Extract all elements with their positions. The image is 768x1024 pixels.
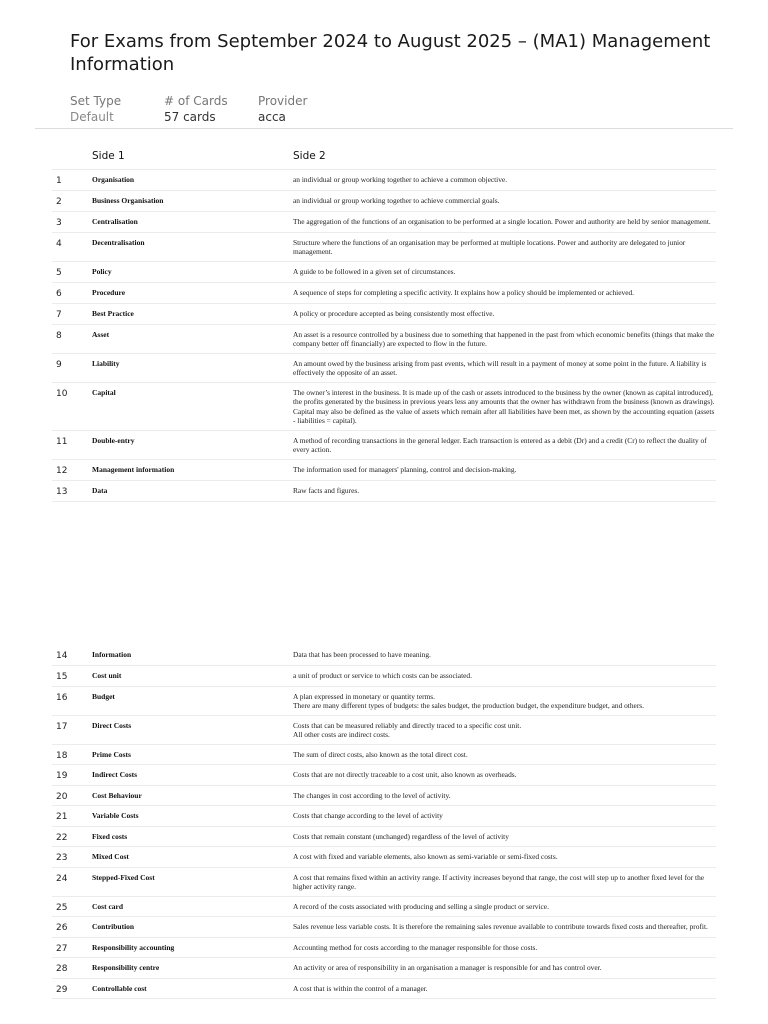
card-number: 10 bbox=[52, 382, 92, 430]
table-row bbox=[52, 169, 716, 190]
card-number: 20 bbox=[52, 785, 92, 806]
card-number: 3 bbox=[52, 211, 92, 232]
card-number: 18 bbox=[52, 744, 92, 765]
card-definition: A record of the costs associated with producing and selling a single product or service. bbox=[293, 896, 716, 917]
card-definition: The owner’s interest in the business. It is made up of the cash or assets introduced to the business by the owner (known as capital introduced), the profits generated by the business in previous years less any amounts that the owner has withdrawn from the business (known as drawings). Capital may also be defined as the value of assets which remain after all liabilities have been met, as shown by the accounting equation (assets - liabilities = capital). bbox=[293, 382, 716, 430]
meta-label: # of Cards bbox=[164, 94, 228, 108]
card-number: 23 bbox=[52, 847, 92, 868]
card-definition: Structure where the functions of an organisation may be performed at multiple locations. Power and authority are delegated to junior management. bbox=[293, 232, 716, 261]
card-definition: A plan expressed in monetary or quantity terms. There are many different types of budgets: the sales budget, the production budget, the expenditure budget, and others. bbox=[293, 686, 716, 715]
card-definition: Data that has been processed to have meaning. bbox=[293, 645, 716, 666]
card-term: Cost unit bbox=[92, 666, 293, 687]
column-header-side2: Side 2 bbox=[293, 142, 716, 169]
card-number: 22 bbox=[52, 826, 92, 847]
card-number: 29 bbox=[52, 978, 92, 999]
table-row bbox=[52, 958, 716, 979]
card-definition: The changes in cost according to the level of activity. bbox=[293, 785, 716, 806]
card-term: Stepped-Fixed Cost bbox=[92, 867, 293, 896]
card-term: Responsibility accounting bbox=[92, 937, 293, 958]
card-term: Mixed Cost bbox=[92, 847, 293, 868]
card-number: 1 bbox=[52, 169, 92, 190]
table-row bbox=[52, 806, 716, 827]
table-header-row bbox=[52, 142, 716, 169]
table-row bbox=[52, 896, 716, 917]
table-row bbox=[52, 847, 716, 868]
table-row bbox=[52, 232, 716, 261]
table-row bbox=[52, 937, 716, 958]
card-definition: The information used for managers' planning, control and decision-making. bbox=[293, 459, 716, 480]
card-term: Variable Costs bbox=[92, 806, 293, 827]
card-definition: an individual or group working together to achieve a common objective. bbox=[293, 169, 716, 190]
table-row bbox=[52, 715, 716, 744]
card-definition: A sequence of steps for completing a specific activity. It explains how a policy should be implemented or achieved. bbox=[293, 282, 716, 303]
meta-set-type bbox=[70, 94, 164, 125]
card-definition: An activity or area of responsibility in an organisation a manager is responsible for and has control over. bbox=[293, 958, 716, 979]
card-number: 15 bbox=[52, 666, 92, 687]
table-row bbox=[52, 211, 716, 232]
card-number: 13 bbox=[52, 480, 92, 501]
card-term: Indirect Costs bbox=[92, 765, 293, 786]
card-term: Prime Costs bbox=[92, 744, 293, 765]
flashcard-table-body bbox=[52, 169, 716, 501]
card-definition: a unit of product or service to which costs can be associated. bbox=[293, 666, 716, 687]
flashcard-table-continued bbox=[52, 645, 716, 999]
card-term: Cost card bbox=[92, 896, 293, 917]
card-definition: Costs that change according to the level of activity bbox=[293, 806, 716, 827]
card-definition: Sales revenue less variable costs. It is therefore the remaining sales revenue available to contribute towards fixed costs and thereafter, profit. bbox=[293, 917, 716, 938]
meta-value: 57 cards bbox=[164, 110, 216, 124]
card-definition: A policy or procedure accepted as being consistently most effective. bbox=[293, 303, 716, 324]
card-number: 9 bbox=[52, 353, 92, 382]
table-row bbox=[52, 765, 716, 786]
card-number: 19 bbox=[52, 765, 92, 786]
card-term: Double-entry bbox=[92, 430, 293, 459]
card-definition: The sum of direct costs, also known as the total direct cost. bbox=[293, 744, 716, 765]
card-term: Centralisation bbox=[92, 211, 293, 232]
card-term: Capital bbox=[92, 382, 293, 430]
table-row bbox=[52, 666, 716, 687]
table-row bbox=[52, 785, 716, 806]
card-number: 14 bbox=[52, 645, 92, 666]
card-definition: A cost that remains fixed within an activity range. If activity increases beyond that range, the cost will step up to another fixed level for the higher activity range. bbox=[293, 867, 716, 896]
table-row bbox=[52, 282, 716, 303]
table-row bbox=[52, 867, 716, 896]
card-number: 28 bbox=[52, 958, 92, 979]
meta-label: Set Type bbox=[70, 94, 122, 108]
table-row bbox=[52, 382, 716, 430]
card-definition: The aggregation of the functions of an organisation to be performed at a single location. Power and authority are held by senior management. bbox=[293, 211, 716, 232]
card-definition: An asset is a resource controlled by a business due to something that happened in the past from which economic benefits (things that make the company better off financially) are expected to flow in the future. bbox=[293, 324, 716, 353]
table-row bbox=[52, 459, 716, 480]
meta-provider bbox=[258, 94, 378, 125]
card-term: Best Practice bbox=[92, 303, 293, 324]
set-meta bbox=[70, 94, 730, 125]
card-definition: Accounting method for costs according to the manager responsible for those costs. bbox=[293, 937, 716, 958]
table-row bbox=[52, 917, 716, 938]
card-term: Liability bbox=[92, 353, 293, 382]
card-term: Business Organisation bbox=[92, 190, 293, 211]
column-header-side1: Side 1 bbox=[92, 142, 293, 169]
card-number: 4 bbox=[52, 232, 92, 261]
meta-value: acca bbox=[258, 110, 286, 124]
card-number: 25 bbox=[52, 896, 92, 917]
card-definition: Costs that remain constant (unchanged) regardless of the level of activity bbox=[293, 826, 716, 847]
table-row bbox=[52, 826, 716, 847]
flashcard-table bbox=[52, 142, 716, 502]
table-row bbox=[52, 978, 716, 999]
card-term: Responsibility centre bbox=[92, 958, 293, 979]
card-term: Management information bbox=[92, 459, 293, 480]
table-row bbox=[52, 645, 716, 666]
card-number: 12 bbox=[52, 459, 92, 480]
card-term: Information bbox=[92, 645, 293, 666]
page-title: For Exams from September 2024 to August 2025 – (MA1) Management Information bbox=[70, 31, 711, 75]
table-row bbox=[52, 480, 716, 501]
card-number: 11 bbox=[52, 430, 92, 459]
card-number: 8 bbox=[52, 324, 92, 353]
table-row bbox=[52, 324, 716, 353]
card-definition: A cost that is within the control of a manager. bbox=[293, 978, 716, 999]
card-definition: An amount owed by the business arising from past events, which will result in a payment of money at some point in the future. A liability is effectively the opposite of an asset. bbox=[293, 353, 716, 382]
meta-card-count bbox=[164, 94, 258, 125]
card-term: Asset bbox=[92, 324, 293, 353]
card-number: 7 bbox=[52, 303, 92, 324]
card-number: 27 bbox=[52, 937, 92, 958]
set-header bbox=[70, 30, 730, 125]
table-row bbox=[52, 303, 716, 324]
card-definition: A cost with fixed and variable elements, also known as semi-variable or semi-fixed costs. bbox=[293, 847, 716, 868]
meta-value: Default bbox=[70, 110, 114, 124]
card-term: Policy bbox=[92, 261, 293, 282]
header-divider bbox=[35, 128, 733, 129]
card-number: 6 bbox=[52, 282, 92, 303]
card-term: Budget bbox=[92, 686, 293, 715]
card-number: 16 bbox=[52, 686, 92, 715]
column-header-number bbox=[52, 142, 92, 169]
card-number: 21 bbox=[52, 806, 92, 827]
card-number: 26 bbox=[52, 917, 92, 938]
card-term: Contribution bbox=[92, 917, 293, 938]
card-definition: A guide to be followed in a given set of circumstances. bbox=[293, 261, 716, 282]
table-row bbox=[52, 744, 716, 765]
card-number: 5 bbox=[52, 261, 92, 282]
table-row bbox=[52, 353, 716, 382]
card-term: Procedure bbox=[92, 282, 293, 303]
table-row bbox=[52, 430, 716, 459]
card-term: Direct Costs bbox=[92, 715, 293, 744]
meta-label: Provider bbox=[258, 94, 308, 108]
card-definition: Raw facts and figures. bbox=[293, 480, 716, 501]
card-number: 24 bbox=[52, 867, 92, 896]
flashcard-table-body bbox=[52, 645, 716, 999]
table-row bbox=[52, 190, 716, 211]
card-number: 2 bbox=[52, 190, 92, 211]
table-row bbox=[52, 261, 716, 282]
card-definition: Costs that can be measured reliably and directly traced to a specific cost unit. All other costs are indirect costs. bbox=[293, 715, 716, 744]
card-definition: Costs that are not directly traceable to a cost unit, also known as overheads. bbox=[293, 765, 716, 786]
card-definition: A method of recording transactions in the general ledger. Each transaction is entered as a debit (Dr) and a credit (Cr) to reflect the duality of every action. bbox=[293, 430, 716, 459]
card-term: Controllable cost bbox=[92, 978, 293, 999]
card-term: Data bbox=[92, 480, 293, 501]
card-number: 17 bbox=[52, 715, 92, 744]
card-term: Fixed costs bbox=[92, 826, 293, 847]
card-term: Cost Behaviour bbox=[92, 785, 293, 806]
card-term: Organisation bbox=[92, 169, 293, 190]
card-definition: an individual or group working together to achieve commercial goals. bbox=[293, 190, 716, 211]
table-row bbox=[52, 686, 716, 715]
card-term: Decentralisation bbox=[92, 232, 293, 261]
